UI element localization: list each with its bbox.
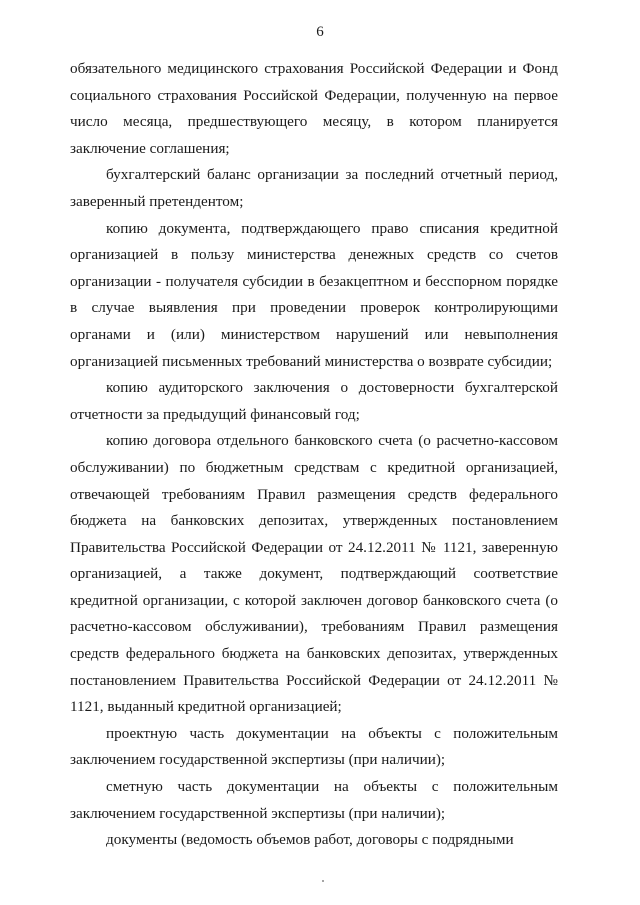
- paragraph-2: бухгалтерский баланс организации за последний отчетный период, заверенный претендентом;: [70, 166, 558, 210]
- paragraph-6: проектную часть документации на объекты с положительным заключением государственной экспертизы (при наличии);: [70, 724, 558, 769]
- paragraph-4: копию аудиторского заключения о достоверности бухгалтерской отчетности за предыдущий финансовый год;: [70, 379, 558, 423]
- paragraph-3: копию документа, подтверждающего право списания кредитной организацией в пользу министерства денежных средств со счетов организации - получателя субсидии в безакцептном и бесспорном порядке в случае выявления при проведении проверок контролирующими органами и (или) министерством нарушений или невыполнения организацией письменных требований министерства о возврате субсидии;: [70, 219, 558, 370]
- page-number: 6: [316, 24, 324, 40]
- document-body: [70, 56, 558, 854]
- paragraph-8: документы (ведомость объемов работ, договоры с подрядными: [106, 831, 514, 849]
- scan-speck: [322, 880, 324, 882]
- paragraph-5: копию договора отдельного банковского счета (о расчетно-кассовом обслуживании) по бюджетным средствам с кредитной организацией, отвечающей требованиям Правил размещения средств федерального бюджета на банковских депозитах, утвержденных постановлением Правительства Российской Федерации от 24.12.2011 № 1121, заверенную организацией, а также документ, подтверждающий соответствие кредитной организации, с которой заключен договор банковского счета (о расчетно-кассовом обслуживании), требованиям Правил размещения средств федерального бюджета на банковских депозитах, утвержденных постановлением Правительства Российской Федерации от 24.12.2011 № 1121, выданный кредитной организацией;: [70, 432, 558, 716]
- paragraph-7: сметную часть документации на объекты с положительным заключением государственной экспертизы (при наличии);: [70, 778, 558, 822]
- paragraph-1: обязательного медицинского страхования Российской Федерации и Фонд социального страхования Российской Федерации, полученную на первое число месяца, предшествующего месяцу, в котором планируется заключение соглашения;: [70, 60, 558, 157]
